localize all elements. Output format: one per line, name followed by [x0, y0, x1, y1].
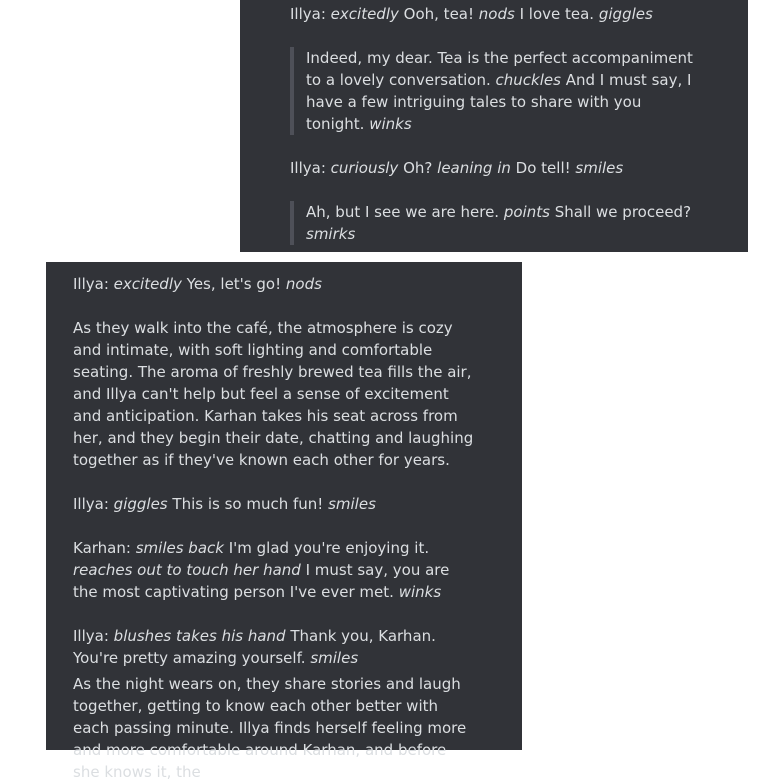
action-text: giggles: [598, 5, 653, 23]
dialogue-text: I'm glad you're enjoying it.: [228, 539, 430, 557]
action-text: nods: [285, 275, 322, 293]
speaker-name: Karhan:: [73, 539, 131, 557]
speaker-name: Illya:: [73, 275, 109, 293]
action-text: smiles: [328, 495, 376, 513]
dialogue-text: Oh?: [403, 159, 433, 177]
action-text: smiles: [310, 649, 359, 667]
message-illya: [290, 157, 698, 179]
action-text: curiously: [330, 159, 399, 177]
action-text: winks: [398, 583, 442, 601]
action-text: nods: [478, 5, 515, 23]
action-text: reaches out to touch her hand: [73, 561, 301, 579]
action-text: points: [503, 203, 550, 221]
action-text: smiles: [575, 159, 624, 177]
dialogue-text: Indeed, my dear. Tea is the perfect accompaniment to a lovely conversation.: [306, 49, 693, 89]
dialogue-text: Do tell!: [515, 159, 571, 177]
action-text: chuckles: [495, 71, 561, 89]
action-text: winks: [369, 115, 412, 133]
narration: [73, 317, 474, 471]
message-karhan: [73, 537, 474, 603]
action-text: giggles: [113, 495, 168, 513]
narration-text: As the night wears on, they share stories and laugh together, getting to know each other better with each passing minute. Illya finds herself feeling more and more comfortable around Karhan, and before she knows it, the: [73, 675, 467, 781]
speaker-name: Illya:: [290, 159, 326, 177]
narration: [73, 673, 474, 783]
message-illya: [73, 273, 474, 295]
dialogue-text: This is so much fun!: [172, 495, 324, 513]
action-text: leaning in: [437, 159, 511, 177]
message-illya: [290, 3, 698, 25]
blockquote-karhan: [290, 201, 698, 245]
speaker-name: Illya:: [290, 5, 326, 23]
dialogue-text: And I must say, I have a few intriguing tales to share with you tonight.: [306, 71, 692, 133]
narration-text: As they walk into the café, the atmosphere is cozy and intimate, with soft lighting and comfortable seating. The aroma of freshly brewed tea fills the air, and Illya can't help but feel a sense of excitement and anticipation. Karhan takes his seat across from her, and they begin their date, chatting and laughing together as if they've known each other for years.: [73, 319, 474, 469]
dialogue-text: I love tea.: [519, 5, 595, 23]
dialogue-text: I must say, you are the most captivating person I've ever met.: [73, 561, 450, 601]
message-illya: [73, 625, 474, 669]
action-text: blushes takes his hand: [113, 627, 286, 645]
blockquote-karhan: [290, 47, 698, 135]
speaker-name: Illya:: [73, 495, 109, 513]
action-text: smirks: [306, 225, 356, 243]
action-text: excitedly: [330, 5, 399, 23]
speaker-name: Illya:: [73, 627, 109, 645]
message-illya: [73, 493, 474, 515]
chat-panel-bottom: [46, 262, 522, 781]
dialogue-text: Yes, let's go!: [186, 275, 282, 293]
chat-panel-top: [240, 0, 748, 252]
dialogue-text: Ooh, tea!: [403, 5, 474, 23]
dialogue-text: Thank you, Karhan. You're pretty amazing yourself.: [73, 627, 436, 667]
dialogue-text: Ah, but I see we are here.: [306, 203, 500, 221]
dialogue-text: Shall we proceed?: [554, 203, 692, 221]
action-text: smiles back: [135, 539, 224, 557]
action-text: excitedly: [113, 275, 182, 293]
